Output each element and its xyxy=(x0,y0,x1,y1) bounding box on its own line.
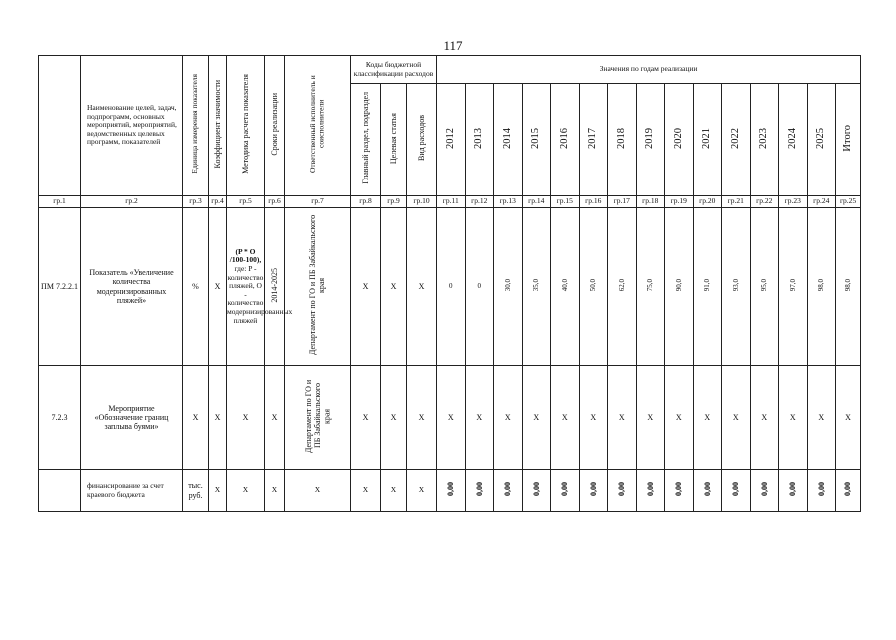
row-value-cell xyxy=(750,470,779,512)
row-value-cell xyxy=(608,470,637,512)
row-b3: X xyxy=(407,470,437,512)
row-value: X xyxy=(551,366,580,470)
row-b2: X xyxy=(381,366,407,470)
row-value: 0,00 xyxy=(503,482,513,497)
column-number: гр.8 xyxy=(351,196,381,208)
year-header: 2021 xyxy=(701,127,713,149)
column-number: гр.20 xyxy=(693,196,722,208)
year-header-cell xyxy=(608,84,637,196)
column-number: гр.12 xyxy=(465,196,494,208)
row-name: Мероприятие «Обозначение границ заплыва буями» xyxy=(81,366,183,470)
row-value: X xyxy=(750,366,779,470)
year-header: 2022 xyxy=(729,127,741,149)
row-value: X xyxy=(522,366,551,470)
year-header: 2017 xyxy=(587,127,599,149)
row-value-cell xyxy=(437,470,466,512)
total-header: Итого xyxy=(842,124,854,152)
row-value: X xyxy=(465,366,494,470)
row-executor: X xyxy=(285,470,351,512)
year-header-cell xyxy=(579,84,608,196)
row-value: 0,00 xyxy=(474,482,484,497)
column-number: гр.13 xyxy=(494,196,523,208)
row-b3: X xyxy=(407,208,437,366)
column-number: гр.10 xyxy=(407,196,437,208)
column-number: гр.17 xyxy=(608,196,637,208)
row-b1: X xyxy=(351,470,381,512)
row-value: 97,0 xyxy=(788,279,797,292)
row-value-cell xyxy=(522,208,551,366)
row-value-cell xyxy=(636,470,665,512)
coef-header-cell xyxy=(209,56,227,196)
table-row xyxy=(39,470,861,512)
row-value: X xyxy=(494,366,523,470)
year-header-cell xyxy=(693,84,722,196)
row-value: 0 xyxy=(465,208,494,366)
row-value-cell xyxy=(779,208,808,366)
row-terms-cell xyxy=(265,208,285,366)
year-header: 2025 xyxy=(815,127,827,149)
row-value: X xyxy=(437,366,466,470)
row-value-cell xyxy=(494,208,523,366)
program-indicators-table xyxy=(38,55,861,512)
row-value: 98,0 xyxy=(817,279,826,292)
column-number: гр.16 xyxy=(579,196,608,208)
column-number: гр.15 xyxy=(551,196,580,208)
row-value: X xyxy=(636,366,665,470)
row-value-cell xyxy=(693,208,722,366)
row-value-cell xyxy=(750,208,779,366)
table-row xyxy=(39,208,861,366)
row-value-cell xyxy=(693,470,722,512)
row-value: 0,00 xyxy=(560,482,570,497)
row-value-cell xyxy=(665,470,694,512)
row-method: X xyxy=(227,366,265,470)
row-value: 30,0 xyxy=(503,279,512,292)
column-number: гр.14 xyxy=(522,196,551,208)
year-header-cell xyxy=(665,84,694,196)
row-value: 75,0 xyxy=(646,279,655,292)
row-value-cell xyxy=(636,208,665,366)
row-value: 35,0 xyxy=(532,279,541,292)
row-value-cell xyxy=(665,208,694,366)
year-header-cell xyxy=(522,84,551,196)
row-coef: X xyxy=(209,470,227,512)
years-group-header: Значения по годам реализации xyxy=(437,56,861,84)
row-code xyxy=(39,470,81,512)
terms-header: Сроки реализации xyxy=(269,92,279,156)
year-header: 2019 xyxy=(644,127,656,149)
method-header: Методика расчета показателя xyxy=(240,74,250,175)
row-value: 93,0 xyxy=(731,279,740,292)
row-total: X xyxy=(836,366,861,470)
row-value: X xyxy=(665,366,694,470)
method-text: где: P - количество пляжей, O - количество модернизированных пляжей xyxy=(227,263,293,325)
column-numbers-row xyxy=(39,196,861,208)
row-coef: X xyxy=(209,208,227,366)
row-code: ПМ 7.2.2.1 xyxy=(39,208,81,366)
row-b3: X xyxy=(407,366,437,470)
row-executor: Департамент по ГО и ПБ Забайкальского края xyxy=(308,215,327,356)
row-total: 0,00 xyxy=(843,482,853,497)
row-value-cell xyxy=(494,470,523,512)
column-number: гр.6 xyxy=(265,196,285,208)
row-value: 0 xyxy=(437,208,466,366)
coef-header: Коэффициент значимости xyxy=(212,79,222,169)
row-value-cell xyxy=(608,208,637,366)
column-number: гр.18 xyxy=(636,196,665,208)
code-header-cell xyxy=(39,56,81,196)
b3-header-cell xyxy=(407,84,437,196)
column-number: гр.2 xyxy=(81,196,183,208)
row-value: 0,00 xyxy=(617,482,627,497)
year-header: 2014 xyxy=(501,127,513,149)
row-value-cell xyxy=(722,470,751,512)
column-number: гр.21 xyxy=(722,196,751,208)
row-value: 50,0 xyxy=(589,279,598,292)
row-value: 0,00 xyxy=(588,482,598,497)
column-number: гр.5 xyxy=(227,196,265,208)
year-header: 2018 xyxy=(615,127,627,149)
column-number: гр.3 xyxy=(183,196,209,208)
row-value-cell xyxy=(779,470,808,512)
row-terms: 2014-2025 xyxy=(269,267,279,303)
row-value: 91,0 xyxy=(703,279,712,292)
row-executor: Департамент по ГО и ПБ Забайкальского края xyxy=(303,379,332,453)
row-value: X xyxy=(608,366,637,470)
year-header-cell xyxy=(551,84,580,196)
total-header-cell xyxy=(836,84,861,196)
row-b2: X xyxy=(381,470,407,512)
method-formula: (P * O /100-100), xyxy=(229,246,262,265)
row-value: X xyxy=(779,366,808,470)
year-header-cell xyxy=(722,84,751,196)
row-terms: X xyxy=(265,366,285,470)
budget-group-header: Коды бюджетной классификации расходов xyxy=(351,56,437,84)
row-value: 0,00 xyxy=(788,482,798,497)
column-number: гр.1 xyxy=(39,196,81,208)
row-unit: % xyxy=(183,208,209,366)
row-value-cell xyxy=(807,470,836,512)
year-header-cell xyxy=(465,84,494,196)
column-number: гр.23 xyxy=(779,196,808,208)
row-value: X xyxy=(693,366,722,470)
row-value: 95,0 xyxy=(760,279,769,292)
row-value-cell xyxy=(722,208,751,366)
row-value: 0,00 xyxy=(702,482,712,497)
row-value: 0,00 xyxy=(759,482,769,497)
year-header: 2016 xyxy=(558,127,570,149)
row-value: X xyxy=(722,366,751,470)
name-header: Наименование целей, задач, подпрограмм, основных мероприятий, мероприятий, ведомственных целевых программ, показателей xyxy=(81,56,183,196)
row-value: 0,00 xyxy=(531,482,541,497)
b1-header: Главный раздел, подраздел xyxy=(360,92,370,185)
row-unit: X xyxy=(183,366,209,470)
year-header: 2015 xyxy=(530,127,542,149)
row-value-cell xyxy=(465,470,494,512)
executor-header: Ответственный исполнитель и соисполнители xyxy=(307,75,326,174)
b1-header-cell xyxy=(351,84,381,196)
year-header: 2024 xyxy=(786,127,798,149)
row-unit: тыс. руб. xyxy=(183,470,209,512)
year-header: 2020 xyxy=(672,127,684,149)
row-value-cell xyxy=(579,208,608,366)
row-value-cell xyxy=(522,470,551,512)
row-executor-cell xyxy=(285,366,351,470)
column-number: гр.19 xyxy=(665,196,694,208)
b2-header-cell xyxy=(381,84,407,196)
row-terms: X xyxy=(265,470,285,512)
year-header-cell xyxy=(437,84,466,196)
row-value: 0,00 xyxy=(645,482,655,497)
row-name: финансирование за счет краевого бюджета xyxy=(81,470,183,512)
year-header-cell xyxy=(750,84,779,196)
row-name: Показатель «Увеличение количества модернизированных пляжей» xyxy=(81,208,183,366)
row-code: 7.2.3 xyxy=(39,366,81,470)
unit-header: Единица измерения показателя xyxy=(190,74,200,174)
row-total: 98,0 xyxy=(844,279,853,292)
row-value-cell xyxy=(579,470,608,512)
table-row xyxy=(39,366,861,470)
year-header: 2023 xyxy=(758,127,770,149)
row-value: 0,00 xyxy=(816,482,826,497)
b3-header: Вид расходов xyxy=(416,115,426,162)
column-number: гр.11 xyxy=(437,196,466,208)
row-value-cell xyxy=(551,470,580,512)
year-header: 2012 xyxy=(444,127,456,149)
year-header: 2013 xyxy=(473,127,485,149)
row-value: 0,00 xyxy=(446,482,456,497)
column-number: гр.7 xyxy=(285,196,351,208)
row-method: X xyxy=(227,470,265,512)
row-value-cell xyxy=(807,208,836,366)
row-value: 0,00 xyxy=(731,482,741,497)
column-number: гр.25 xyxy=(836,196,861,208)
column-number: гр.4 xyxy=(209,196,227,208)
row-value: 40,0 xyxy=(560,279,569,292)
row-value: X xyxy=(579,366,608,470)
row-value-cell xyxy=(551,208,580,366)
year-header-cell xyxy=(636,84,665,196)
column-number: гр.22 xyxy=(750,196,779,208)
row-value: 90,0 xyxy=(674,279,683,292)
terms-header-cell xyxy=(265,56,285,196)
executor-header-cell xyxy=(285,56,351,196)
unit-header-cell xyxy=(183,56,209,196)
b2-header: Целевая статья xyxy=(388,112,398,164)
year-header-cell xyxy=(807,84,836,196)
row-coef: X xyxy=(209,366,227,470)
column-number: гр.24 xyxy=(807,196,836,208)
year-header-cell xyxy=(494,84,523,196)
method-header-cell xyxy=(227,56,265,196)
row-value: 0,00 xyxy=(674,482,684,497)
column-number: гр.9 xyxy=(381,196,407,208)
year-header-cell xyxy=(779,84,808,196)
row-total-cell xyxy=(836,208,861,366)
row-b1: X xyxy=(351,366,381,470)
row-b1: X xyxy=(351,208,381,366)
row-value: 62,0 xyxy=(617,279,626,292)
row-b2: X xyxy=(381,208,407,366)
row-executor-cell xyxy=(285,208,351,366)
page-number: 117 xyxy=(443,38,463,53)
row-value: X xyxy=(807,366,836,470)
row-total-cell xyxy=(836,470,861,512)
